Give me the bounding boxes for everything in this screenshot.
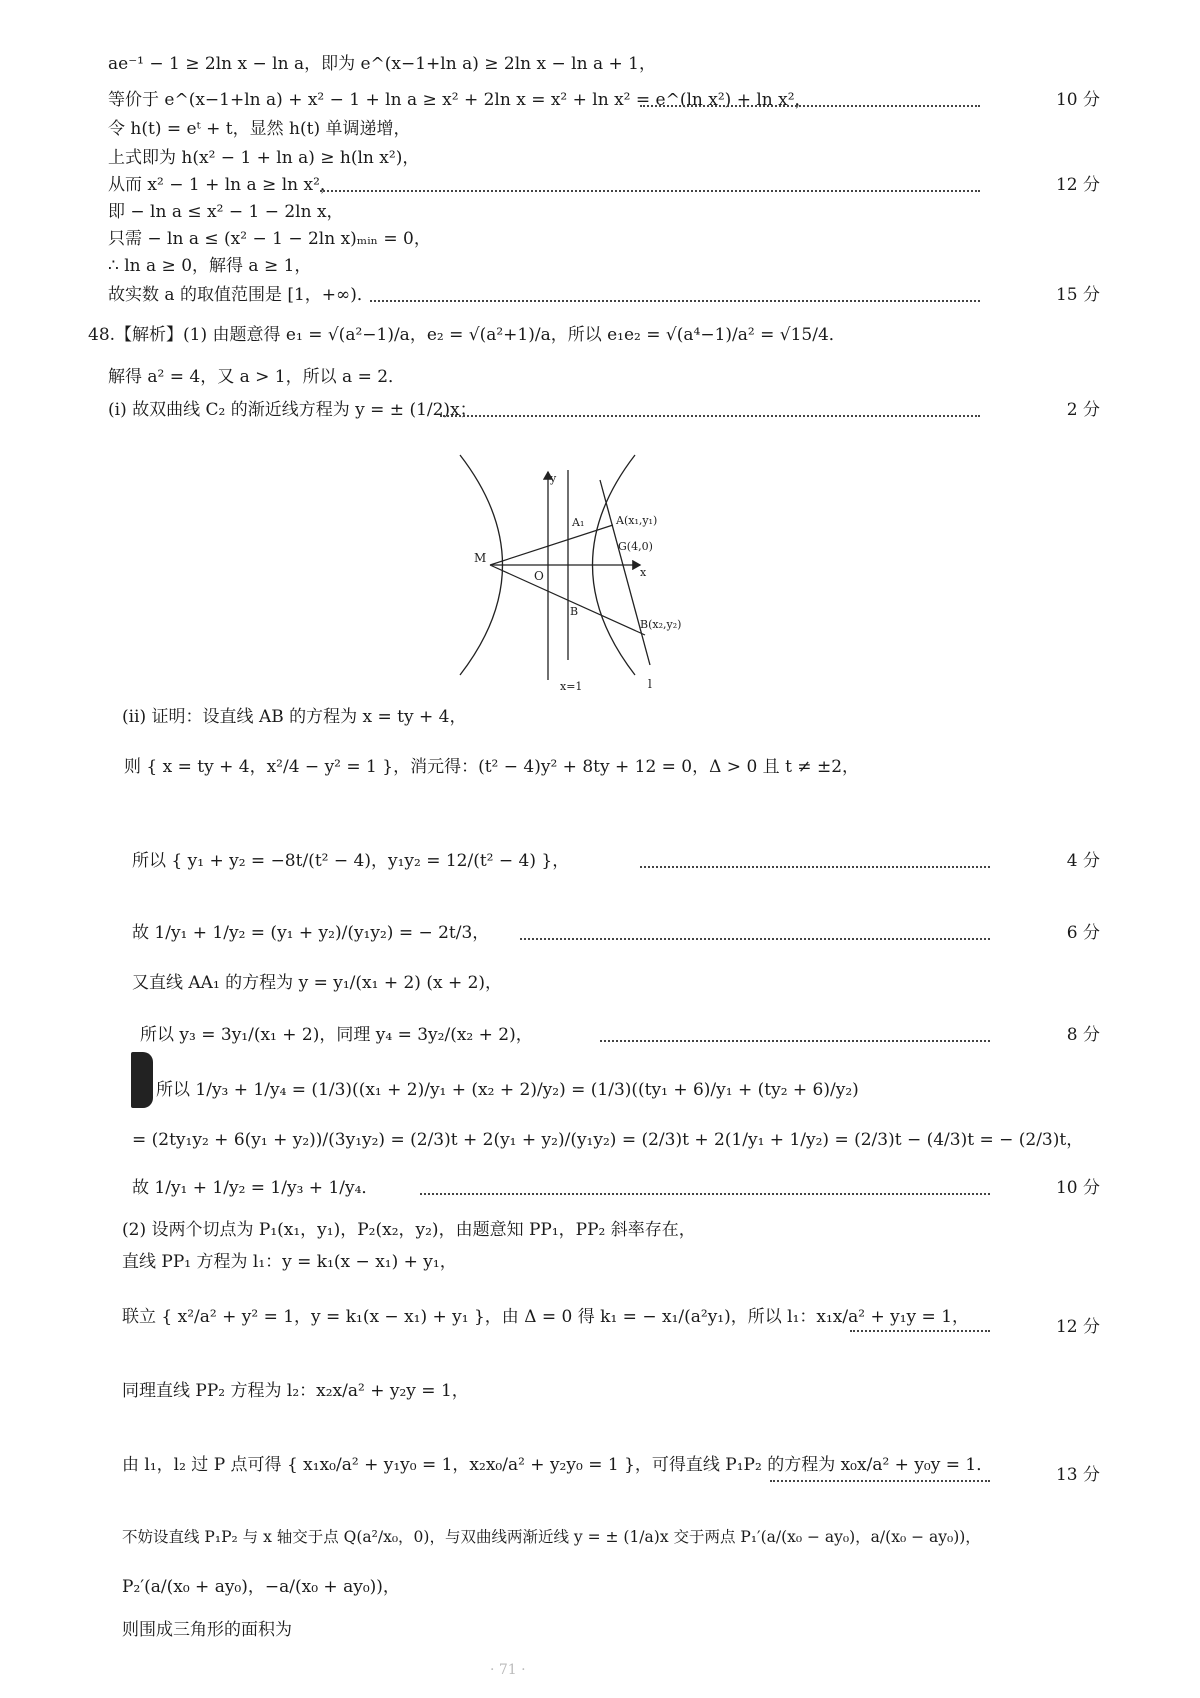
point-b-label: B(x₂,y₂) — [640, 618, 682, 631]
solution-line — [0, 1450, 1200, 1484]
line-text: 又直线 AA₁ 的方程为 y = y₁/(x₁ + 2) (x + 2)， — [132, 973, 503, 993]
solution-line — [0, 752, 1200, 786]
solution-line — [0, 968, 1200, 1002]
solution-line — [0, 918, 1200, 952]
point-g-label: G(4,0) — [618, 540, 653, 553]
line-text: 则 { x = ty + 4，x²/4 − y² = 1 }，消元得：(t² − 4)y² + 8ty + 12 = 0，Δ > 0 且 t ≠ ±2， — [124, 757, 860, 777]
solution-line — [0, 1247, 1200, 1281]
line-text: 等价于 e^(x−1+ln a) + x² − 1 + ln a ≥ x² + 2ln x = x² + ln x² = e^(ln x²) + ln x²， — [108, 90, 812, 110]
solution-line — [0, 1020, 1200, 1054]
line-text: ae⁻¹ − 1 ≥ 2ln x − ln a，即为 e^(x−1+ln a) ≥ 2ln x − ln a + 1， — [108, 54, 656, 74]
x-axis-label: x — [640, 566, 647, 579]
line-text: 令 h(t) = eᵗ + t，显然 h(t) 单调递增， — [108, 119, 411, 139]
leader-dots — [520, 938, 990, 940]
solution-line — [0, 1522, 1200, 1556]
line-text: 所以 { y₁ + y₂ = −8t/(t² − 4)，y₁y₂ = 12/(t² − 4) }， — [132, 851, 570, 871]
line-text: = (2ty₁y₂ + 6(y₁ + y₂))/(3y₁y₂) = (2/3)t + 2(y₁ + y₂)/(y₁y₂) = (2/3)t + 2(1/y₁ + 1/y₂) = (2/3)t − (4/3)t = − (2/3)t， — [132, 1130, 1084, 1150]
solution-line — [0, 1125, 1200, 1159]
point-b1-label: B — [570, 605, 579, 618]
solution-line — [0, 846, 1200, 880]
point-m-label: M — [474, 551, 487, 565]
solution-line — [0, 1615, 1200, 1649]
score-mark: 10 分 — [1055, 90, 1100, 110]
solution-line — [0, 362, 1200, 396]
line-text: (ⅰ) 故双曲线 C₂ 的渐近线方程为 y = ± (1/2)x； — [108, 400, 477, 420]
line-x1-label: x=1 — [560, 680, 583, 693]
line-l-label: l — [648, 677, 652, 691]
page-footer: · 71 · — [490, 1662, 526, 1678]
line-text: 即 − ln a ≤ x² − 1 − 2ln x， — [108, 202, 344, 222]
solution-line — [0, 395, 1200, 429]
solution-line — [0, 1302, 1200, 1336]
solution-line — [0, 280, 1200, 314]
point-a1-label: A₁ — [572, 516, 585, 529]
line-text: (2) 设两个切点为 P₁(x₁，y₁)，P₂(x₂，y₂)，由题意知 PP₁，PP₂ 斜率存在， — [122, 1220, 696, 1240]
line-text: 则围成三角形的面积为 — [122, 1620, 292, 1640]
leader-dots — [420, 1193, 990, 1195]
score-mark: 10 分 — [1055, 1178, 1100, 1198]
solution-line — [0, 49, 1200, 83]
line-text: P₂′(a/(x₀ + ay₀)，−a/(x₀ + ay₀))， — [122, 1577, 400, 1597]
origin-label: O — [534, 569, 544, 583]
leader-dots — [370, 300, 980, 302]
solution-line — [0, 702, 1200, 736]
solution-line — [0, 1075, 1200, 1109]
line-text: 所以 y₃ = 3y₁/(x₁ + 2)，同理 y₄ = 3y₂/(x₂ + 2)， — [140, 1025, 533, 1045]
leader-dots — [640, 105, 980, 107]
score-mark: 8 分 — [1066, 1025, 1100, 1045]
score-mark: 6 分 — [1066, 923, 1100, 943]
solution-line — [0, 1572, 1200, 1606]
solution-line — [0, 1376, 1200, 1410]
score-mark: 15 分 — [1055, 285, 1100, 305]
line-text: 只需 − ln a ≤ (x² − 1 − 2ln x)ₘᵢₙ = 0， — [108, 229, 431, 249]
score-mark: 12 分 — [1055, 1317, 1100, 1337]
line-text: 解得 a² = 4，又 a > 1，所以 a = 2． — [108, 367, 406, 387]
line-text: 故 1/y₁ + 1/y₂ = 1/y₃ + 1/y₄． — [132, 1178, 379, 1198]
line-text: 从而 x² − 1 + ln a ≥ ln x²， — [108, 175, 337, 195]
line-text: 48.【解析】(1) 由题意得 e₁ = √(a²−1)/a，e₂ = √(a²+1)/a，所以 e₁e₂ = √(a⁴−1)/a² = √15/4． — [88, 325, 846, 345]
score-mark: 12 分 — [1055, 175, 1100, 195]
score-mark: 13 分 — [1055, 1465, 1100, 1485]
score-mark: 2 分 — [1066, 400, 1100, 420]
leader-dots — [850, 1330, 990, 1332]
line-text: (ⅱ) 证明：设直线 AB 的方程为 x = ty + 4， — [122, 707, 467, 727]
hyperbola-figure — [474, 470, 760, 700]
line-text: 上式即为 h(x² − 1 + ln a) ≥ h(ln x²)， — [108, 148, 420, 168]
line-text: ∴ ln a ≥ 0，解得 a ≥ 1， — [108, 256, 312, 276]
line-text: 联立 { x²/a² + y² = 1，y = k₁(x − x₁) + y₁ }，由 Δ = 0 得 k₁ = − x₁/(a²y₁)，所以 l₁：x₁x/a² + y₁y = 1， — [122, 1307, 970, 1327]
line-text: 故实数 a 的取值范围是 [1，+∞)． — [108, 285, 374, 305]
line-text: 不妨设直线 P₁P₂ 与 x 轴交于点 Q(a²/x₀，0)，与双曲线两渐近线 y = ± (1/a)x 交于两点 P₁′(a/(x₀ − ay₀)，a/(x₀ − ay₀))， — [122, 1528, 981, 1546]
solution-line — [0, 1215, 1200, 1249]
score-mark: 4 分 — [1066, 851, 1100, 871]
leader-dots — [600, 1040, 990, 1042]
line-text: 由 l₁，l₂ 过 P 点可得 { x₁x₀/a² + y₁y₀ = 1，x₂x₀/a² + y₂y₀ = 1 }，可得直线 P₁P₂ 的方程为 x₀x/a² + y₀y = 1． — [122, 1455, 994, 1475]
solution-line — [0, 320, 1200, 354]
leader-dots — [770, 1480, 990, 1482]
line-text: 故 1/y₁ + 1/y₂ = (y₁ + y₂)/(y₁y₂) = − 2t/3， — [132, 923, 490, 943]
leader-dots — [440, 415, 980, 417]
line-text: 同理直线 PP₂ 方程为 l₂：x₂x/a² + y₂y = 1， — [122, 1381, 469, 1401]
point-a-label: A(x₁,y₁) — [616, 514, 658, 527]
leader-dots — [320, 190, 980, 192]
solution-line — [0, 1173, 1200, 1207]
leader-dots — [640, 866, 990, 868]
y-axis-label: y — [550, 472, 557, 485]
line-text: 所以 1/y₃ + 1/y₄ = (1/3)((x₁ + 2)/y₁ + (x₂ + 2)/y₂) = (1/3)((ty₁ + 6)/y₁ + (ty₂ + 6)/y₂) — [156, 1080, 859, 1100]
line-text: 直线 PP₁ 方程为 l₁：y = k₁(x − x₁) + y₁， — [122, 1252, 457, 1272]
